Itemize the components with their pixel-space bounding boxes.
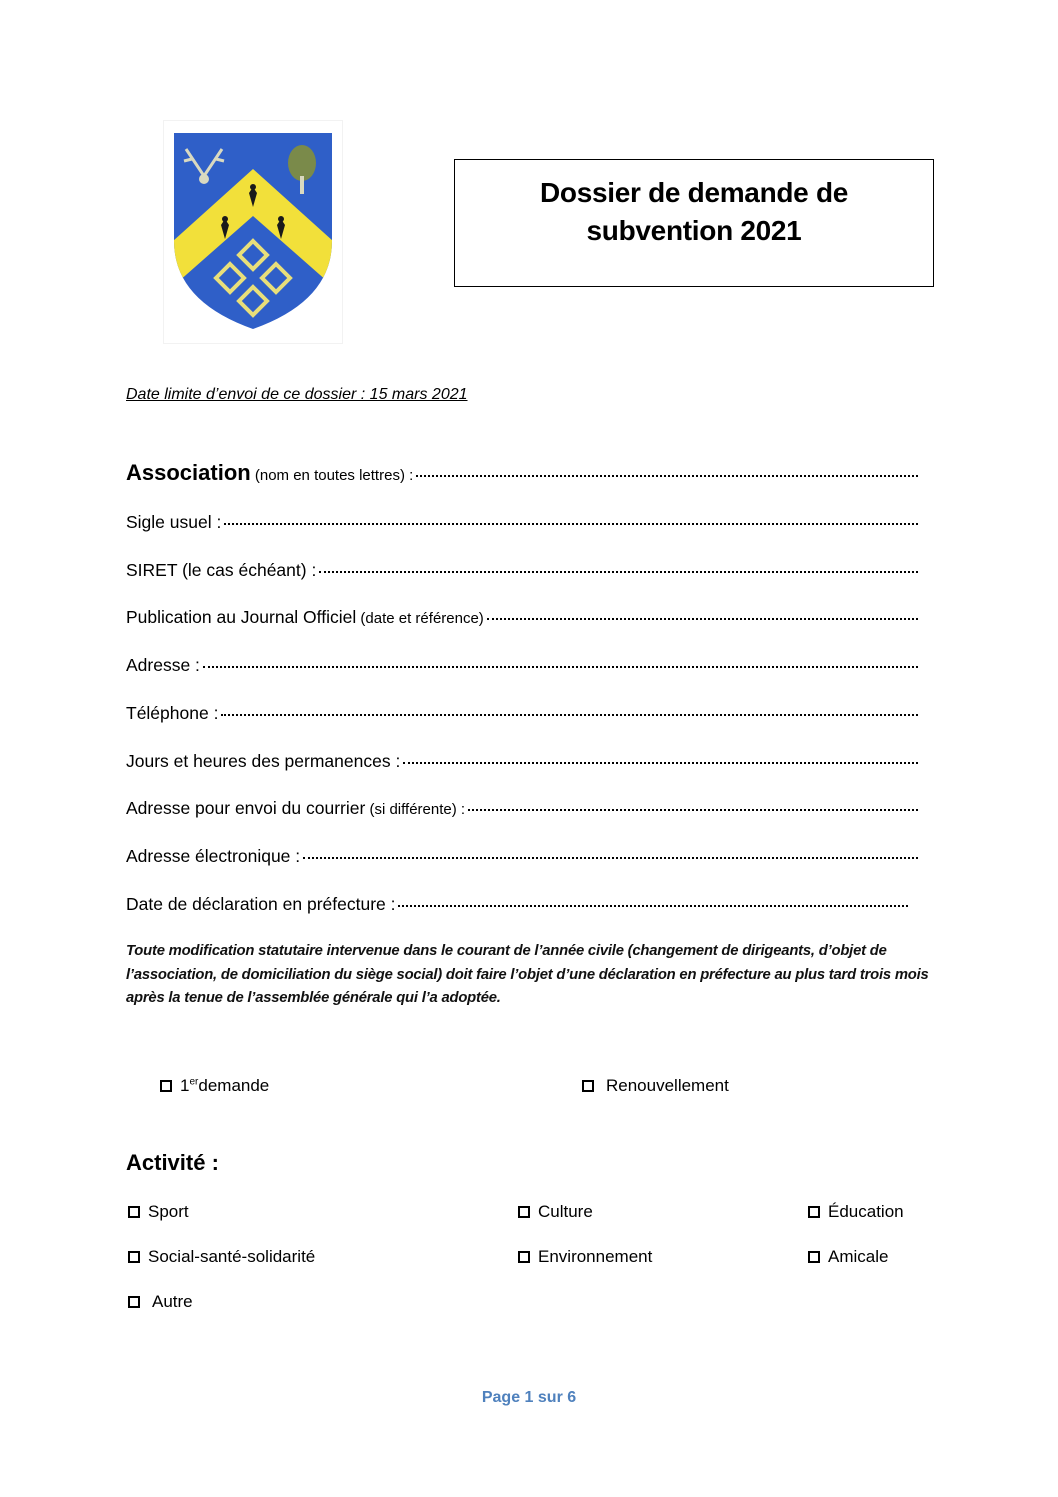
shield-icon [164,121,342,343]
field-association[interactable] [126,460,918,486]
checkbox-label: 1erdemande [180,1076,270,1095]
checkbox-environnement[interactable] [518,1247,652,1267]
title-line-1: Dossier de demande de [539,177,849,208]
field-sigle[interactable] [126,512,918,533]
field-permanences[interactable] [126,751,918,772]
checkbox-label: Environnement [538,1247,653,1266]
checkbox-icon[interactable] [808,1206,820,1218]
field-label: Publication au Journal Officiel (date et référence) [126,607,484,627]
field-input-line[interactable] [203,665,918,668]
field-label: Adresse : [126,655,200,675]
field-label: Téléphone : [126,703,219,723]
field-input-line[interactable] [468,808,918,811]
coat-of-arms-logo [163,120,343,344]
checkbox-icon[interactable] [160,1080,172,1092]
field-input-line[interactable] [224,522,918,525]
activity-heading: Activité : [126,1150,219,1175]
field-label: Sigle usuel : [126,512,222,532]
field-label: SIRET (le cas échéant) : [126,560,317,580]
field-telephone[interactable] [126,703,918,724]
field-adresse[interactable] [126,655,918,676]
field-label: Date de déclaration en préfecture : [126,894,396,914]
title-line-2: subvention 2021 [586,215,802,246]
checkbox-label: Amicale [828,1247,889,1266]
checkbox-icon[interactable] [582,1080,594,1092]
field-label: Association (nom en toutes lettres) : [126,460,414,485]
checkbox-social[interactable] [128,1247,315,1267]
checkbox-label: Social-santé-solidarité [148,1247,316,1266]
checkbox-education[interactable] [808,1202,904,1222]
checkbox-icon[interactable] [128,1296,140,1308]
checkbox-sport[interactable] [128,1202,189,1222]
field-date-declaration[interactable] [126,894,908,915]
field-input-line[interactable] [319,570,918,573]
field-email[interactable] [126,846,918,867]
checkbox-label: Autre [152,1292,193,1311]
document-title-box [454,159,934,287]
field-input-line[interactable] [398,904,908,907]
checkbox-icon[interactable] [518,1251,530,1263]
deadline-notice: Date limite d’envoi de ce dossier : 15 mars 2021 [126,386,468,403]
checkbox-autre[interactable] [128,1292,193,1312]
checkbox-icon[interactable] [808,1251,820,1263]
field-label: Jours et heures des permanences : [126,751,401,771]
checkbox-label: Renouvellement [606,1076,729,1095]
statutory-notice: Toute modification statutaire intervenue dans le courant de l’année civile (changement de dirigeants, d’objet de l’association, de domiciliation du siège social) doit faire l’objet d’une déclaration en préfecture au plus tard trois mois après la tenue de l’assemblée générale qui l’a adoptée. [126,943,929,1006]
field-input-line[interactable] [303,856,918,859]
checkbox-icon[interactable] [128,1251,140,1263]
checkbox-icon[interactable] [518,1206,530,1218]
page-number: Page 1 sur 6 [481,1389,577,1406]
field-input-line[interactable] [487,617,918,620]
field-journal-officiel[interactable] [126,607,918,628]
field-siret[interactable] [126,560,918,581]
checkbox-culture[interactable] [518,1202,593,1222]
checkbox-label: Sport [148,1202,189,1221]
field-label: Adresse pour envoi du courrier (si différente) : [126,798,466,818]
field-input-line[interactable] [221,713,918,716]
checkbox-icon[interactable] [128,1206,140,1218]
field-input-line[interactable] [416,474,918,477]
checkbox-renewal[interactable] [582,1076,729,1096]
field-label: Adresse électronique : [126,846,301,866]
field-input-line[interactable] [403,761,918,764]
checkbox-label: Culture [538,1202,593,1221]
checkbox-first-request[interactable] [160,1076,269,1096]
checkbox-label: Éducation [828,1202,904,1221]
field-adresse-courrier[interactable] [126,798,918,819]
checkbox-amicale[interactable] [808,1247,888,1267]
